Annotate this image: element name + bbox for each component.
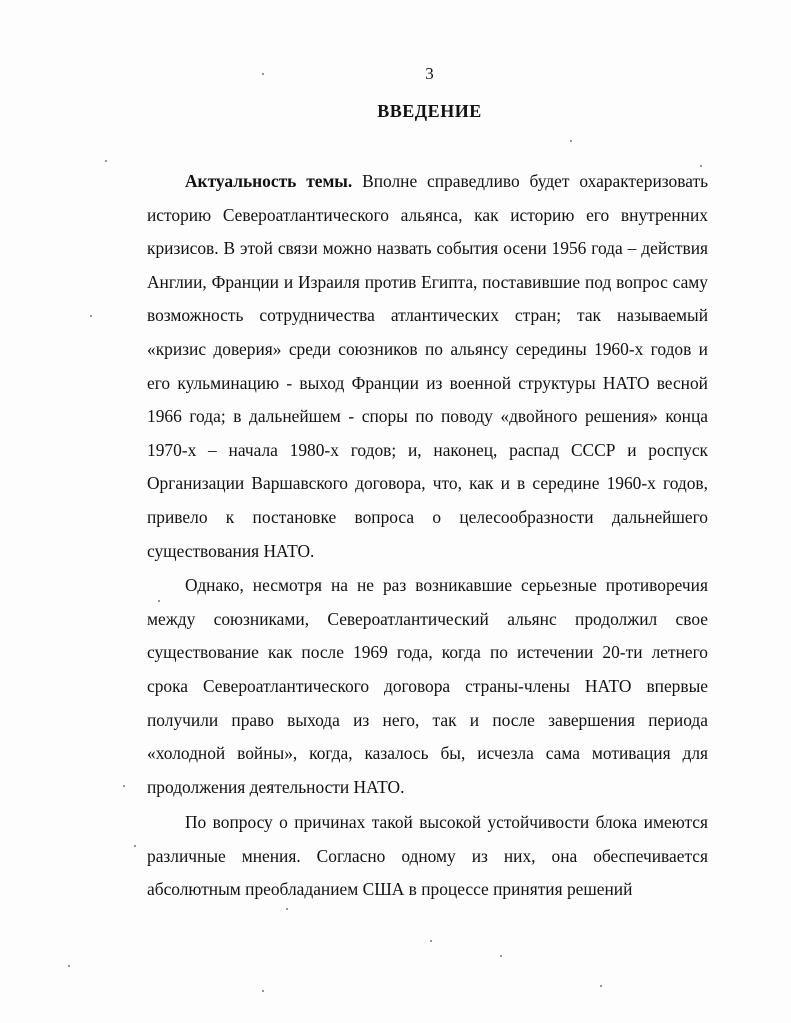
scan-speck <box>700 165 702 167</box>
paragraph-text: Однако, несмотря на не раз возникавшие серьезные противоречия между союзниками, Североатлантический альянс продолжил свое существование как после 1969 года, когда по истечении 20-ти летнего срока Североатлантического договора страны-члены НАТО впервые получили право выхода из него, так и после завершения периода «холодной войны», когда, казалось бы, исчезла сама мотивация для продолжения деятельности НАТО. <box>147 575 708 797</box>
scan-speck <box>123 785 125 787</box>
scan-speck <box>134 845 136 847</box>
paragraph-2 <box>147 569 708 804</box>
scan-speck <box>158 600 160 602</box>
scan-speck <box>570 140 572 142</box>
scan-speck <box>286 908 288 910</box>
body-text <box>147 165 708 907</box>
paragraph-1 <box>147 165 708 568</box>
paragraph-3 <box>147 806 708 907</box>
scan-speck <box>262 73 264 75</box>
paragraph-text: Вполне справедливо будет охарактеризовать историю Североатлантического альянса, как историю его внутренних кризисов. В этой связи можно назвать события осени 1956 года – действия Англии, Франции и Израиля против Египта, поставившие под вопрос саму возможность сотрудничества атлантических стран; так называемый «кризис доверия» среди союзников по альянсу середины 1960-х годов и его кульминацию - выход Франции из военной структуры НАТО весной 1966 года; в дальнейшем - споры по поводу «двойного решения» конца 1970-х – начала 1980-х годов; и, наконец, распад СССР и роспуск Организации Варшавского договора, что, как и в середине 1960-х годов, привело к постановке вопроса о целесообразности дальнейшего существования НАТО. <box>147 171 708 561</box>
scan-speck <box>90 315 92 317</box>
page-number: 3 <box>425 64 434 83</box>
scan-speck <box>500 955 502 957</box>
section-heading: ВВЕДЕНИЕ <box>377 101 482 121</box>
paragraph-lead: Актуальность темы. <box>185 171 353 191</box>
scan-speck <box>105 160 107 162</box>
scan-speck <box>262 990 264 992</box>
scan-speck <box>600 985 602 987</box>
paragraph-text: По вопросу о причинах такой высокой устойчивости блока имеются различные мнения. Согласно одному из них, она обеспечивается абсолютным преобладанием США в процессе принятия решений <box>147 812 708 900</box>
scan-speck <box>68 965 70 967</box>
scan-speck <box>430 940 432 942</box>
